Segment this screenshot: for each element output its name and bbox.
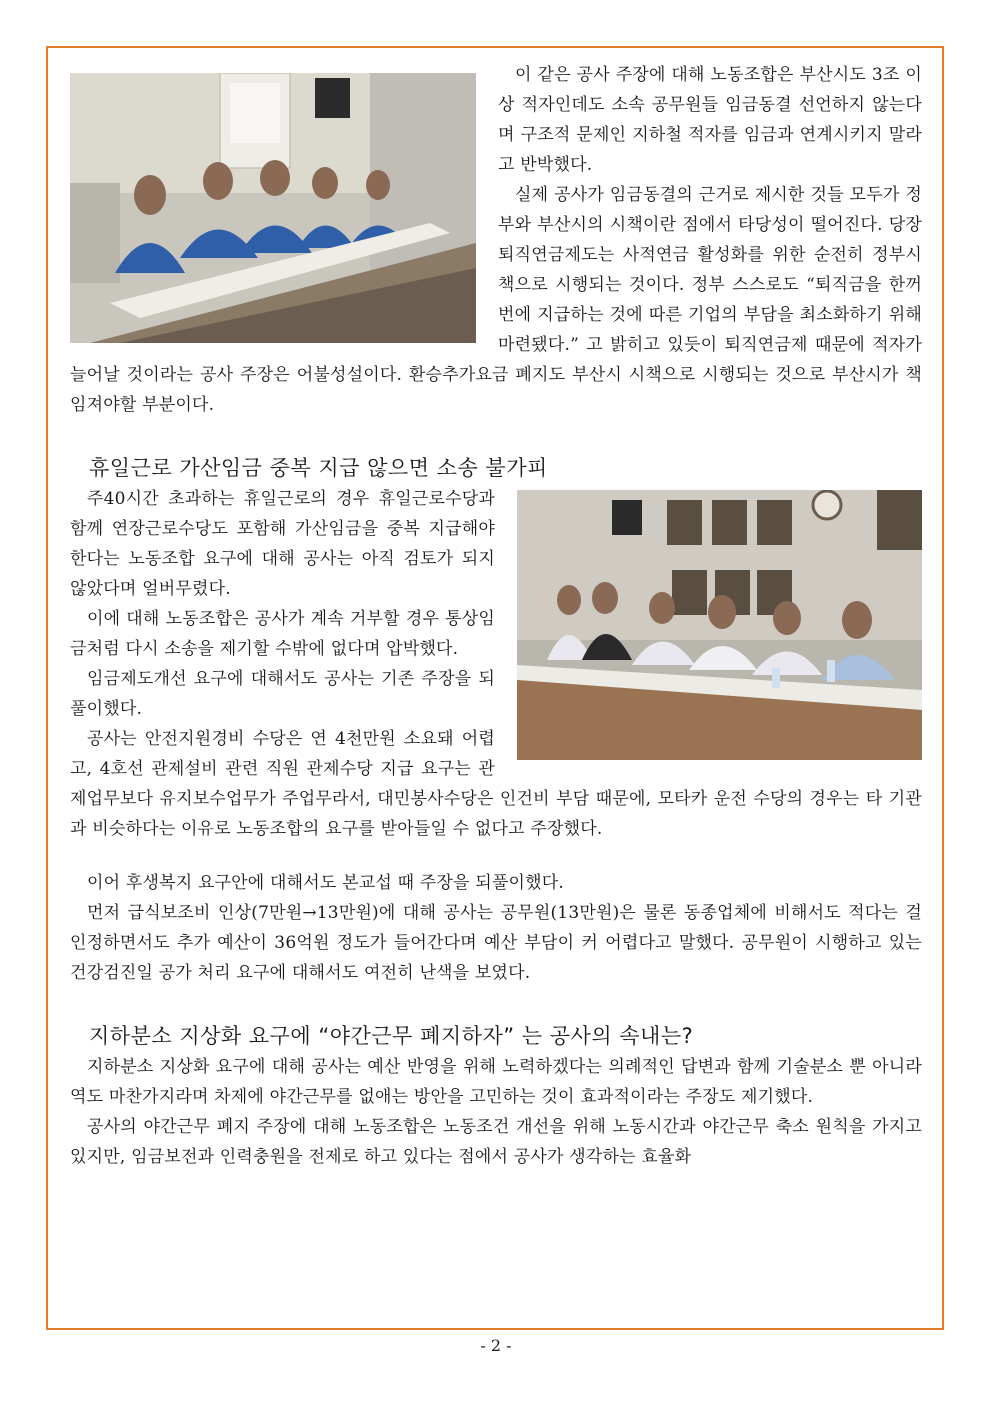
- paragraph: 먼저 급식보조비 인상(7만원→13만원)에 대해 공사는 공무원(13만원)은 물론 동종업체에 비해서도 적다는 걸 인정하면서도 추가 예산이 36억원 정도가 들어간다며 예산 부담이 커 어렵다고 말했다. 공무원이 시행하고 있는 건강검진일 공가 처리 요구에 대해서도 여전히 난색을 보였다.: [70, 903, 922, 983]
- paragraph: 주40시간 초과하는 휴일근로의 경우 휴일근로수당과 함께 연장근로수당도 포함해 가산임금을 중복 지급해야 한다는 노동조합 요구에 대해 공사는 아직 검토가 되지 않았다며 얼버무렸다.: [70, 489, 495, 599]
- paragraph: 이어 후생복지 요구안에 대해서도 본교섭 때 주장을 되풀이했다.: [87, 873, 565, 893]
- paragraph: 지하분소 지상화 요구에 대해 공사는 예산 반영을 위해 노력하겠다는 의례적인 답변과 함께 기술분소 뿐 아니라 역도 마찬가지라며 차제에 야간근무를 없애는 방안을 고민하는 것이 효과적이라는 주장도 제기했다.: [70, 1057, 922, 1107]
- photo-union-negotiators-image: [70, 73, 476, 343]
- paragraph: 공사의 야간근무 폐지 주장에 대해 노동조합은 노동조건 개선을 위해 노동시간과 야간근무 축소 원칙을 가지고 있지만, 임금보전과 인력충원을 전제로 하고 있다는 점에서 공사가 생각하는 효율화: [70, 1117, 922, 1167]
- paragraph: 공사는 안전지원경비 수당은 연 4천만원 소요돼 어렵고, 4호선 관제설비 관련 직원 관제수당 지급 요구는 관제업무보다 유지보수업무가 주업무라서, 대민봉사수당은 인건비 부담 때문에, 모타카 운전 수당의 경우는 타 기관과 비슷하다는 이유로 노동조합의 요구를 받아들일 수 없다고 주장했다.: [70, 729, 922, 839]
- paragraph: 이 같은 공사 주장에 대해 노동조합은 부산시도 3조 이상 적자인데도 소속 공무원들 임금동결 선언하지 않는다며 구조적 문제인 지하철 적자를 임금과 연계시키지 말라고 반박했다.: [498, 65, 922, 175]
- paragraph: 이에 대해 노동조합은 공사가 계속 거부할 경우 통상임금처럼 다시 소송을 제기할 수밖에 없다며 압박했다.: [70, 609, 495, 659]
- section-heading: 지하분소 지상화 요구에 “야간근무 폐지하자” 는 공사의 속내는?: [89, 1024, 694, 1048]
- paragraph: 임금제도개선 요구에 대해서도 공사는 기존 주장을 되풀이했다.: [70, 669, 495, 719]
- photo-management-side-image: [517, 490, 922, 760]
- page-number: - 2 -: [480, 1336, 512, 1355]
- section-heading: 휴일근로 가산임금 중복 지급 않으면 소송 불가피: [89, 456, 548, 480]
- document-body: [70, 60, 922, 1172]
- paragraph: 실제 공사가 임금동결의 근거로 제시한 것들 모두가 정부와 부산시의 시책이란 점에서 타당성이 떨어진다. 당장 퇴직연금제도는 사적연금 활성화를 위한 순전히 정부시책으로 시행되는 것이다. 정부 스스로도 “퇴직금을 한꺼번에 지급하는 것에 따른 기업의 부담을 최소화하기 위해 마련됐다.” 고 밝히고 있듯이 퇴직연금제 때문에 적자가 늘어날 것이라는 공사 주장은 어불성설이다. 환승추가요금 폐지도 부산시 시책으로 시행되는 것으로 부산시가 책임져야할 부분이다.: [70, 185, 922, 415]
- photo-union-negotiators: [70, 73, 476, 343]
- photo-management-side: [517, 490, 922, 760]
